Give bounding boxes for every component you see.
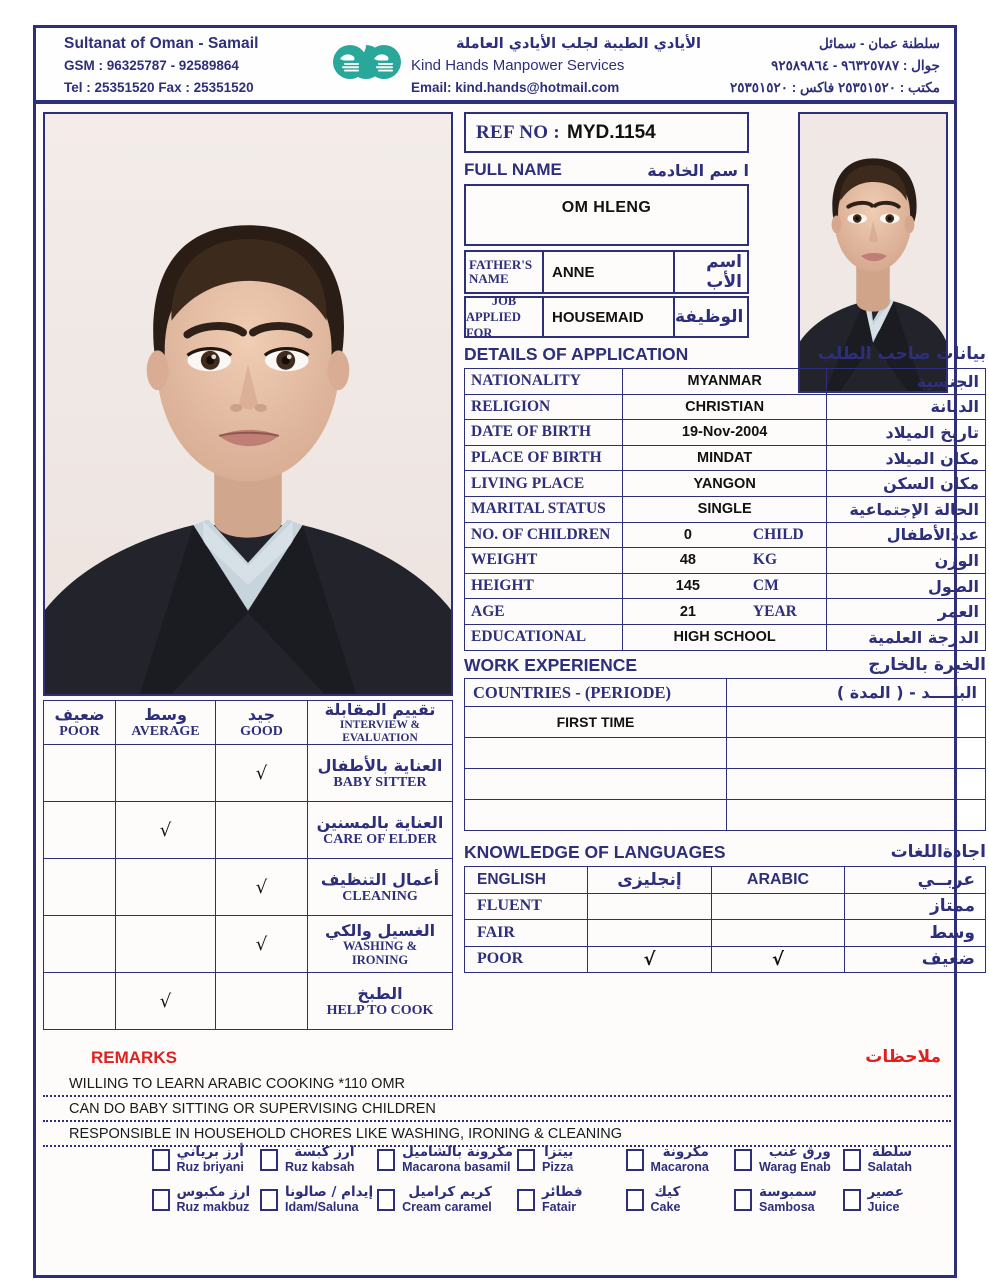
details-title-en: DETAILS OF APPLICATION bbox=[464, 343, 689, 364]
details-row-label-ar: الطول bbox=[827, 573, 986, 599]
food-checkbox[interactable] bbox=[377, 1189, 395, 1211]
language-level-label-ar: وسط bbox=[845, 920, 986, 947]
arabic-level-mark: √ bbox=[771, 948, 784, 970]
food-preference-item[interactable] bbox=[517, 1180, 626, 1220]
food-label-ar: كيك bbox=[654, 1184, 681, 1200]
evaluation-poor-cell bbox=[44, 973, 116, 1030]
header-left-contact bbox=[64, 33, 319, 99]
language-level-row bbox=[465, 946, 986, 973]
evaluation-average-cell bbox=[116, 916, 216, 973]
evaluation-skill-cell bbox=[308, 745, 453, 802]
fathers-name-row bbox=[464, 250, 749, 294]
evaluation-skill-en: HELP TO COOK bbox=[326, 1003, 434, 1018]
food-label-en: Pizza bbox=[542, 1160, 574, 1174]
food-label-ar: مكرونة bbox=[662, 1144, 709, 1160]
company-name-ar: الأيادي الطيبة لجلب الأيادي العاملة bbox=[455, 36, 701, 52]
evaluation-row bbox=[44, 973, 453, 1030]
language-level-label-ar: ضعيف bbox=[845, 946, 986, 973]
food-label-group bbox=[868, 1145, 912, 1175]
fathers-name-value: ANNE bbox=[544, 252, 675, 292]
food-checkbox[interactable] bbox=[377, 1149, 395, 1171]
work-experience-row bbox=[465, 800, 986, 831]
details-row-unit: CM bbox=[752, 577, 779, 595]
lang-header-english-ar: إنجليزى bbox=[588, 867, 712, 894]
details-row bbox=[465, 420, 986, 446]
languages-header-row bbox=[465, 867, 986, 894]
details-row-unit: YEAR bbox=[752, 602, 797, 620]
details-row-value: SINGLE bbox=[622, 496, 826, 522]
details-row bbox=[465, 496, 986, 522]
food-checkbox[interactable] bbox=[626, 1189, 644, 1211]
language-level-row bbox=[465, 920, 986, 947]
food-label-en: Ruz briyani bbox=[176, 1160, 244, 1174]
food-checkbox[interactable] bbox=[517, 1149, 535, 1171]
food-label-en: Macarona basamil bbox=[402, 1160, 511, 1174]
full-name-label: FULL NAME bbox=[464, 160, 562, 179]
details-row-value: 19-Nov-2004 bbox=[622, 420, 826, 446]
details-section-title bbox=[464, 341, 986, 367]
header-right-contact-ar bbox=[690, 33, 940, 99]
eval-col-poor bbox=[44, 701, 116, 745]
lang-header-english: ENGLISH bbox=[465, 867, 588, 894]
details-row-label: NATIONALITY bbox=[465, 369, 623, 395]
food-label-ar: بيتزا bbox=[544, 1144, 574, 1160]
remark-line: RESPONSIBLE IN HOUSEHOLD CHORES LIKE WASHING, IRONING & CLEANING bbox=[43, 1122, 951, 1147]
food-label-ar: أرز برياني bbox=[176, 1144, 244, 1160]
fathers-name-label-ar: اسم الأب bbox=[706, 252, 742, 292]
details-row-value bbox=[622, 599, 826, 625]
work-experience-table bbox=[464, 678, 986, 831]
job-applied-row bbox=[464, 296, 749, 338]
food-checkbox[interactable] bbox=[260, 1149, 278, 1171]
work-country-period-ar bbox=[727, 738, 986, 769]
work-country-period bbox=[465, 800, 727, 831]
food-preference-item[interactable] bbox=[734, 1180, 843, 1220]
details-row-value: YANGON bbox=[622, 471, 826, 497]
arabic-level-cell bbox=[712, 946, 845, 973]
work-experience-row bbox=[465, 769, 986, 800]
food-label-group bbox=[285, 1185, 373, 1215]
document-header bbox=[36, 28, 954, 104]
details-row-label-ar: الحالة الإجتماعية bbox=[827, 496, 986, 522]
full-name-value: OM HLENG bbox=[561, 199, 652, 216]
evaluation-poor-cell bbox=[44, 916, 116, 973]
evaluation-poor-cell bbox=[44, 802, 116, 859]
details-row-label: RELIGION bbox=[465, 394, 623, 420]
food-checkbox[interactable] bbox=[152, 1149, 170, 1171]
english-level-mark: √ bbox=[643, 948, 656, 970]
details-row-number: 21 bbox=[679, 603, 696, 620]
eval-header-row bbox=[44, 701, 453, 745]
food-preference-item[interactable] bbox=[626, 1180, 734, 1220]
food-label-en: Macarona bbox=[650, 1160, 709, 1174]
food-label-en: Juice bbox=[867, 1200, 900, 1214]
details-row-label: EDUCATIONAL bbox=[465, 624, 623, 650]
header-company-name bbox=[411, 33, 701, 99]
food-preference-item[interactable] bbox=[377, 1180, 517, 1220]
eval-col-good-ar: جيد bbox=[247, 705, 276, 724]
details-row-label: HEIGHT bbox=[465, 573, 623, 599]
company-email: Email: kind.hands@hotmail.com bbox=[411, 80, 620, 95]
job-label-line2: APPLIED FOR bbox=[466, 310, 521, 340]
details-row-number: 0 bbox=[683, 526, 692, 543]
food-preference-item[interactable] bbox=[152, 1180, 261, 1220]
food-label-group bbox=[651, 1185, 681, 1215]
food-label-group bbox=[651, 1145, 709, 1175]
work-country-period-ar bbox=[727, 769, 986, 800]
english-level-cell bbox=[588, 920, 712, 947]
eval-col-skill-ar: تقييم المقابلة bbox=[324, 700, 436, 719]
food-preferences-grid bbox=[43, 1140, 951, 1220]
lang-header-arabic: ARABIC bbox=[712, 867, 845, 894]
food-checkbox[interactable] bbox=[843, 1149, 861, 1171]
food-label-en: Sambosa bbox=[759, 1200, 815, 1214]
work-title-ar: الخبرة بالخارج bbox=[868, 655, 986, 675]
food-label-ar: فطائر bbox=[542, 1184, 583, 1200]
work-experience-row bbox=[465, 707, 986, 738]
work-country-period-ar bbox=[727, 800, 986, 831]
food-label-group bbox=[402, 1185, 492, 1215]
food-label-en: Cream caramel bbox=[402, 1200, 492, 1214]
details-row-label: NO. OF CHILDREN bbox=[465, 522, 623, 548]
food-label-en: Warag Enab bbox=[759, 1160, 831, 1174]
evaluation-row bbox=[44, 859, 453, 916]
details-row-label-ar: الديانة bbox=[827, 394, 986, 420]
knowledge-of-languages-table bbox=[464, 866, 986, 973]
details-row bbox=[465, 599, 986, 625]
food-checkbox[interactable] bbox=[626, 1149, 644, 1171]
details-row-number: 145 bbox=[675, 578, 700, 595]
food-label-en: Idam/Saluna bbox=[285, 1200, 359, 1214]
evaluation-skill-ar: الغسيل والكي bbox=[324, 921, 436, 940]
mobile-line-ar: جوال : ٩٦٣٢٥٧٨٧ - ٩٢٥٨٩٨٦٤ bbox=[771, 58, 940, 73]
office-fax-line-ar: مكتب : ٢٥٣٥١٥٢٠ فاكس : ٢٥٣٥١٥٢٠ bbox=[730, 80, 940, 95]
work-col-countries-ar: البلــــد - ( المدة ) bbox=[727, 679, 986, 707]
evaluation-skill-cell bbox=[308, 859, 453, 916]
language-level-label: FLUENT bbox=[465, 893, 588, 920]
food-checkbox[interactable] bbox=[734, 1189, 752, 1211]
evaluation-poor-cell bbox=[44, 745, 116, 802]
evaluation-skill-en: CLEANING bbox=[342, 889, 418, 904]
work-country-period bbox=[465, 769, 727, 800]
language-level-row bbox=[465, 893, 986, 920]
ref-no-box bbox=[464, 112, 749, 153]
food-label-group bbox=[177, 1185, 251, 1215]
food-preference-item[interactable] bbox=[377, 1140, 517, 1180]
eval-col-good bbox=[216, 701, 308, 745]
details-row-value: HIGH SCHOOL bbox=[622, 624, 826, 650]
food-label-ar: عصير bbox=[867, 1184, 904, 1200]
food-checkbox[interactable] bbox=[260, 1189, 278, 1211]
food-preference-item[interactable] bbox=[626, 1140, 734, 1180]
food-label-ar: إيدام / صالونا bbox=[285, 1184, 374, 1200]
food-label-ar: سمبوسة bbox=[759, 1184, 817, 1200]
details-row-label-ar: مكان الميلاد bbox=[827, 445, 986, 471]
evaluation-row bbox=[44, 916, 453, 973]
eval-col-average-en: AVERAGE bbox=[131, 724, 200, 739]
application-form-page bbox=[33, 25, 986, 1278]
work-title-en: WORK EXPERIENCE bbox=[464, 654, 638, 675]
evaluation-good-mark: √ bbox=[255, 762, 268, 784]
evaluation-good-mark: √ bbox=[255, 876, 268, 898]
food-label-ar: ارز كبسة bbox=[294, 1144, 355, 1160]
food-label-ar: ورق عنب bbox=[768, 1144, 831, 1160]
ref-no-value: MYD.1154 bbox=[567, 121, 656, 143]
evaluation-skill-cell bbox=[308, 973, 453, 1030]
details-row-label: MARITAL STATUS bbox=[465, 496, 623, 522]
full-name-box bbox=[464, 184, 749, 246]
evaluation-good-cell bbox=[216, 973, 308, 1030]
company-name-en: Kind Hands Manpower Services bbox=[411, 57, 625, 74]
details-row-label: AGE bbox=[465, 599, 623, 625]
evaluation-average-cell bbox=[116, 973, 216, 1030]
food-label-ar: سلطة bbox=[871, 1144, 912, 1160]
work-country-period: FIRST TIME bbox=[465, 707, 727, 738]
eval-col-skill-en2: EVALUATION bbox=[342, 731, 418, 744]
details-row bbox=[465, 445, 986, 471]
details-of-application-table bbox=[464, 368, 986, 651]
details-row-value bbox=[622, 573, 826, 599]
company-location-en: Sultanat of Oman - Samail bbox=[64, 35, 259, 52]
food-label-group bbox=[759, 1145, 831, 1175]
evaluation-skill-ar: العناية بالمسنين bbox=[316, 813, 444, 832]
details-row-label-ar: الوزن bbox=[827, 548, 986, 574]
details-row-label: WEIGHT bbox=[465, 548, 623, 574]
evaluation-row bbox=[44, 745, 453, 802]
details-row-unit: KG bbox=[752, 551, 778, 569]
food-preference-item[interactable] bbox=[260, 1140, 377, 1180]
english-level-cell bbox=[588, 893, 712, 920]
details-row-label-ar: عددالأطفال bbox=[827, 522, 986, 548]
details-row-value bbox=[622, 522, 826, 548]
details-row-value: MINDAT bbox=[622, 445, 826, 471]
evaluation-row bbox=[44, 802, 453, 859]
details-row-value bbox=[622, 548, 826, 574]
details-row bbox=[465, 471, 986, 497]
evaluation-skill-en: BABY SITTER bbox=[333, 775, 427, 790]
food-preference-item[interactable] bbox=[152, 1140, 261, 1180]
language-level-label-ar: ممتاز bbox=[845, 893, 986, 920]
evaluation-good-cell bbox=[216, 745, 308, 802]
details-row-label-ar: العمر bbox=[827, 599, 986, 625]
evaluation-good-mark: √ bbox=[255, 933, 268, 955]
eval-col-average-ar: وسط bbox=[144, 705, 187, 724]
food-label-group bbox=[402, 1145, 513, 1175]
remarks-label-ar: ملاحظات bbox=[865, 1047, 941, 1067]
food-label-group bbox=[542, 1185, 583, 1215]
food-preference-item[interactable] bbox=[517, 1140, 626, 1180]
remarks-header bbox=[43, 1048, 951, 1072]
eval-col-poor-en: POOR bbox=[59, 724, 100, 739]
work-country-period-ar bbox=[727, 707, 986, 738]
eval-col-average bbox=[116, 701, 216, 745]
evaluation-skill-ar: الطبخ bbox=[357, 984, 403, 1003]
full-name-label-row bbox=[464, 157, 749, 183]
details-row bbox=[465, 394, 986, 420]
details-row bbox=[465, 624, 986, 650]
work-country-period bbox=[465, 738, 727, 769]
food-checkbox[interactable] bbox=[152, 1189, 170, 1211]
evaluation-good-cell bbox=[216, 859, 308, 916]
details-row-value: CHRISTIAN bbox=[622, 394, 826, 420]
languages-title-en: KNOWLEDGE OF LANGUAGES bbox=[464, 841, 726, 862]
ref-no-label: REF NO : bbox=[476, 121, 561, 143]
details-row-label-ar: الجنسية bbox=[827, 369, 986, 395]
job-applied-label-ar: الوظيفة bbox=[675, 307, 744, 327]
evaluation-average-mark: √ bbox=[159, 819, 172, 841]
applicant-photo-large bbox=[43, 112, 453, 696]
evaluation-average-cell bbox=[116, 745, 216, 802]
food-label-en: Cake bbox=[650, 1200, 681, 1214]
evaluation-skill-ar: العناية بالأطفال bbox=[317, 756, 443, 775]
food-label-ar: ارز مكبوس bbox=[176, 1184, 251, 1200]
remark-line: WILLING TO LEARN ARABIC COOKING *110 OMR bbox=[43, 1072, 951, 1097]
evaluation-average-cell bbox=[116, 802, 216, 859]
fathers-name-label: FATHER'S NAME bbox=[466, 252, 544, 292]
eval-col-skill-en1: INTERVIEW & bbox=[339, 719, 421, 731]
food-checkbox[interactable] bbox=[517, 1189, 535, 1211]
company-logo bbox=[332, 42, 402, 82]
food-label-ar: كريم كراميل bbox=[408, 1184, 492, 1200]
details-row-label-ar: تاريخ الميلاد bbox=[827, 420, 986, 446]
interview-evaluation-table bbox=[43, 700, 453, 1030]
food-preference-item[interactable] bbox=[734, 1140, 843, 1180]
remark-line: CAN DO BABY SITTING OR SUPERVISING CHILDREN bbox=[43, 1097, 951, 1122]
food-label-en: Fatair bbox=[542, 1200, 577, 1214]
evaluation-skill-ar: أعمال التنظيف bbox=[320, 870, 440, 889]
details-row bbox=[465, 369, 986, 395]
job-applied-label bbox=[466, 294, 544, 340]
eval-col-good-en: GOOD bbox=[240, 724, 283, 739]
details-row-unit: CHILD bbox=[752, 525, 804, 543]
evaluation-skill-en-line2: IRONING bbox=[351, 952, 409, 967]
eval-col-skill bbox=[308, 701, 453, 745]
evaluation-poor-cell bbox=[44, 859, 116, 916]
food-label-ar: مكرونة بالشاميل bbox=[402, 1144, 514, 1160]
food-checkbox[interactable] bbox=[843, 1189, 861, 1211]
work-table-header-row bbox=[465, 679, 986, 707]
work-experience-section-title bbox=[464, 652, 986, 678]
lang-header-arabic-ar: عربــي bbox=[845, 867, 986, 894]
arabic-level-cell bbox=[712, 920, 845, 947]
evaluation-skill-en: CARE OF ELDER bbox=[323, 832, 437, 847]
evaluation-average-cell bbox=[116, 859, 216, 916]
food-label-en: Ruz kabsah bbox=[285, 1160, 355, 1174]
evaluation-average-mark: √ bbox=[159, 990, 172, 1012]
company-location-ar: سلطنة عمان - سمائل bbox=[818, 36, 940, 51]
evaluation-good-cell bbox=[216, 916, 308, 973]
language-level-label: POOR bbox=[465, 946, 588, 973]
language-level-label: FAIR bbox=[465, 920, 588, 947]
job-applied-value: HOUSEMAID bbox=[544, 298, 675, 336]
work-experience-row bbox=[465, 738, 986, 769]
details-row-label: LIVING PLACE bbox=[465, 471, 623, 497]
remarks-section bbox=[43, 1048, 951, 1147]
evaluation-skill-cell bbox=[308, 916, 453, 973]
details-row-label: PLACE OF BIRTH bbox=[465, 445, 623, 471]
eval-col-poor-ar: ضعيف bbox=[54, 705, 105, 724]
food-label-group bbox=[177, 1145, 244, 1175]
job-label-line1: JOB bbox=[491, 294, 517, 308]
details-row-label-ar: الدرجة العلمية bbox=[827, 624, 986, 650]
details-row bbox=[465, 522, 986, 548]
details-row bbox=[465, 548, 986, 574]
details-row-number: 48 bbox=[679, 552, 696, 569]
details-row bbox=[465, 573, 986, 599]
food-preference-item[interactable] bbox=[843, 1140, 951, 1180]
details-row-value: MYANMAR bbox=[622, 369, 826, 395]
languages-title-ar: اجادةاللغات bbox=[890, 842, 986, 862]
gsm-line: GSM : 96325787 - 92589864 bbox=[64, 58, 239, 73]
food-label-group bbox=[285, 1145, 354, 1175]
food-label-en: Ruz makbuz bbox=[176, 1200, 250, 1214]
languages-section-title bbox=[464, 839, 986, 865]
food-label-group bbox=[868, 1185, 904, 1215]
evaluation-skill-en: WASHING & bbox=[343, 939, 417, 953]
arabic-level-cell bbox=[712, 893, 845, 920]
food-checkbox[interactable] bbox=[734, 1149, 752, 1171]
food-preference-item[interactable] bbox=[843, 1180, 951, 1220]
english-level-cell bbox=[588, 946, 712, 973]
details-title-ar: بيانات صاحب الطلب bbox=[817, 344, 986, 364]
food-label-group bbox=[759, 1185, 817, 1215]
food-label-group bbox=[542, 1145, 573, 1175]
evaluation-skill-cell bbox=[308, 802, 453, 859]
work-col-countries: COUNTRIES - (PERIODE) bbox=[465, 679, 727, 707]
details-row-label-ar: مكان السكن bbox=[827, 471, 986, 497]
tel-fax-line: Tel : 25351520 Fax : 25351520 bbox=[64, 80, 254, 95]
full-name-label-ar: ا سم الخادمة bbox=[647, 160, 749, 180]
remarks-label: REMARKS bbox=[91, 1048, 177, 1067]
evaluation-good-cell bbox=[216, 802, 308, 859]
details-row-label: DATE OF BIRTH bbox=[465, 420, 623, 446]
food-preference-item[interactable] bbox=[260, 1180, 377, 1220]
food-label-en: Salatah bbox=[867, 1160, 912, 1174]
